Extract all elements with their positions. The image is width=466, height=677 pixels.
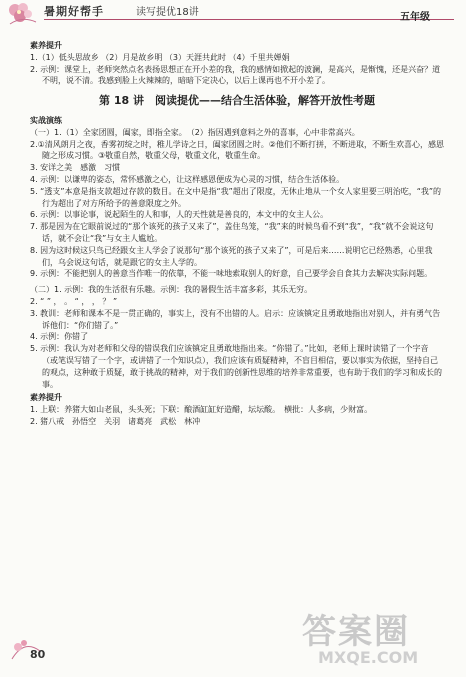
answer-line: 5. 示例：我认为对老师和父母的错误我们应该镇定且勇敢地指出来。“你错了。”比如，老师上课时读错了一个字音（或笔误写错了一个字，或讲错了一个知识点），我们应该有质疑精神，不盲目相信，要以事实为依据，坚持自己的观点，这种敢于质疑，敢于挑战的精神，对于我们的创新性思维的培养非常重要，也有助于我们的学习和成长的事。 bbox=[30, 344, 442, 389]
watermark-logo: 答案圈 bbox=[302, 612, 410, 652]
page-number: 80 bbox=[30, 648, 46, 661]
answer-line: 6. 示例：以事论事，说起陌生的人和事，人的天性就是善良的，本文中的女主人公。 bbox=[30, 210, 329, 220]
book-title: 暑期好帮手 bbox=[44, 5, 104, 18]
answer-line: 1.（1）低头思故乡 （2）月是故乡明 （3）天涯共此时 （4）千里共婵娟 bbox=[30, 52, 290, 62]
answer-line: 3. 安详之美 感激 习惯 bbox=[30, 163, 121, 173]
answer-line: 4. 示例：以谦卑的姿态，常怀感激之心，让这样感恩便成为心灵的习惯，结合生活体验。 bbox=[30, 174, 345, 184]
answer-line: 8. 因为这时候这只鸟已经跟女主人学会了说那句“那个该死的孩子又来了”，可是后来……说明它已经熟悉，心里我们，乌会说这句话，就是跟它的女主人学的。 bbox=[30, 245, 433, 267]
answer-line: 5. “透支”本意是指支款超过存款的数目。在文中是指“我”超出了限度，无休止地从一个女人家里要三明治吃，“我”的行为超出了对方所给予的善意限度之外。 bbox=[30, 186, 442, 208]
grade-label: 五年级 bbox=[400, 12, 430, 23]
answer-line: （二）1. 示例：我的生活很有乐趣。示例：我的暑假生活丰富多彩，其乐无穷。 bbox=[30, 285, 313, 295]
answer-text: 1.（1）全家团圆，阖家，即指全家。 （2）指因遇到意料之外的喜事，心中非常高兴。 bbox=[54, 127, 360, 137]
section-label: 素养提升 bbox=[30, 41, 62, 50]
footer-flower-icon bbox=[10, 633, 130, 663]
watermark-url: MXQE.COM bbox=[318, 648, 419, 667]
answer-line: 2. 猪八戒 孙悟空 关羽 诸葛亮 武松 林冲 bbox=[30, 416, 201, 426]
page-header bbox=[0, 0, 466, 30]
lesson-title: 第 18 讲 阅读提优——结合生活体验，解答开放性考题 bbox=[99, 94, 375, 108]
answer-line: 3. 教训：老师和课本不是一贯正确的，事实上，没有不出错的人。启示：应该镇定且勇敢地指出对别人，并有勇气告诉他们：“你们错了。” bbox=[30, 308, 441, 330]
answer-line: 2. 示例：课堂上，老师突然点名表扬思想正在开小差的我，我的感情如掀起的波澜，是高兴，是惭愧，还是兴奋？道不明，说不清。我感到脸上火辣辣的，暗暗下定决心，以后上课再也不开小差了。 bbox=[30, 64, 441, 86]
answer-line: 9. 示例：不能把别人的善意当作唯一的依靠，不能一味地索取别人的好意，自己要学会自食其力去解决实际问题。 bbox=[30, 269, 433, 279]
answer-line: 7. 那是因为在它眼前说过的“那个该死的孩子又来了”，盖住鸟笼，“我”来的时候鸟看不到“我”，“我”就不会说这句话，就不会让“我”与女主人尴尬。 bbox=[30, 222, 434, 243]
section-label: 实战演练 bbox=[30, 115, 62, 125]
answer-content bbox=[30, 38, 444, 428]
answer-line: 4. 示例：你错了 bbox=[30, 332, 89, 342]
flower-icon bbox=[6, 2, 40, 28]
header-divider bbox=[44, 19, 454, 20]
part-label: （一） bbox=[30, 127, 54, 137]
answer-line: 2.①清风朗月之夜，香雾初绽之时，稚儿学诗之日，阖家团圆之时。②他们不断打拼，不断进取，不断生欢喜心，感恩随之形成习惯。③敬重自然，敬重父母，敬重文化，敬重生命。 bbox=[30, 139, 444, 161]
answer-line: 2. “ ” ， 。 “ ， ， ？ ” bbox=[30, 296, 118, 306]
answer-line bbox=[30, 127, 444, 139]
section-label: 素养提升 bbox=[30, 393, 62, 403]
answer-line: 1. 上联：养猪大如山老鼠，头头死；下联：酿酒缸缸好造醋，坛坛酸。 横批：人多病，少财富。 bbox=[30, 405, 373, 415]
book-subtitle: 读写提优18讲 bbox=[136, 7, 199, 18]
